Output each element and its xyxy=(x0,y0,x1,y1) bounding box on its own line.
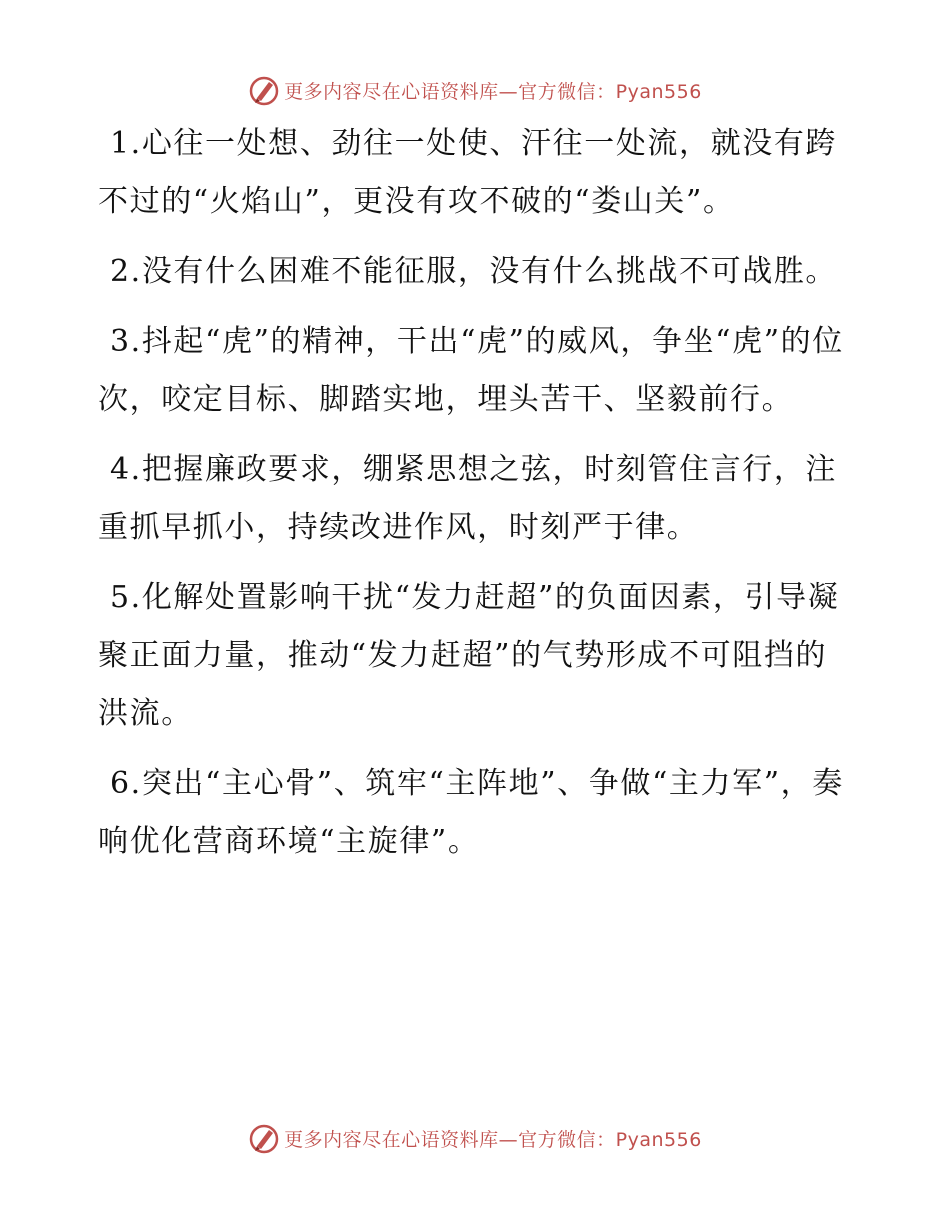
list-item-6 xyxy=(98,755,858,871)
header-banner xyxy=(0,70,950,110)
list-item-4 xyxy=(98,441,858,557)
item-number: 3. xyxy=(110,324,142,359)
pen-logo-icon xyxy=(248,1122,280,1154)
list-item-5 xyxy=(98,569,858,743)
list-item-1 xyxy=(98,115,858,231)
item-text: 化解处置影响干扰“发力赶超”的负面因素，引导凝聚正面力量，推动“发力赶超”的气势形成不可阻挡的洪流。 xyxy=(98,580,840,731)
header-banner-text: 更多内容尽在心语资料库—官方微信：Pyan556 xyxy=(284,80,702,103)
footer-banner xyxy=(0,1118,950,1158)
list-item-2 xyxy=(98,243,858,301)
footer-banner-text: 更多内容尽在心语资料库—官方微信：Pyan556 xyxy=(284,1128,702,1151)
item-number: 6. xyxy=(110,766,142,801)
item-number: 5. xyxy=(110,580,142,615)
item-number: 2. xyxy=(110,254,142,289)
item-text: 没有什么困难不能征服，没有什么挑战不可战胜。 xyxy=(141,254,838,289)
item-text: 心往一处想、劲往一处使、汗往一处流，就没有跨不过的“火焰山”，更没有攻不破的“娄山关”。 xyxy=(98,126,838,219)
item-number: 1. xyxy=(110,126,142,161)
item-text: 抖起“虎”的精神，干出“虎”的威风，争坐“虎”的位次，咬定目标、脚踏实地，埋头苦干、坚毅前行。 xyxy=(98,324,844,417)
item-text: 把握廉政要求，绷紧思想之弦，时刻管住言行，注重抓早抓小，持续改进作风，时刻严于律。 xyxy=(98,452,838,545)
pen-logo-icon xyxy=(248,74,280,106)
list-item-3 xyxy=(98,313,858,429)
item-number: 4. xyxy=(110,452,142,487)
document-body xyxy=(98,115,858,883)
item-text: 突出“主心骨”、筑牢“主阵地”、争做“主力军”，奏响优化营商环境“主旋律”。 xyxy=(98,766,844,859)
